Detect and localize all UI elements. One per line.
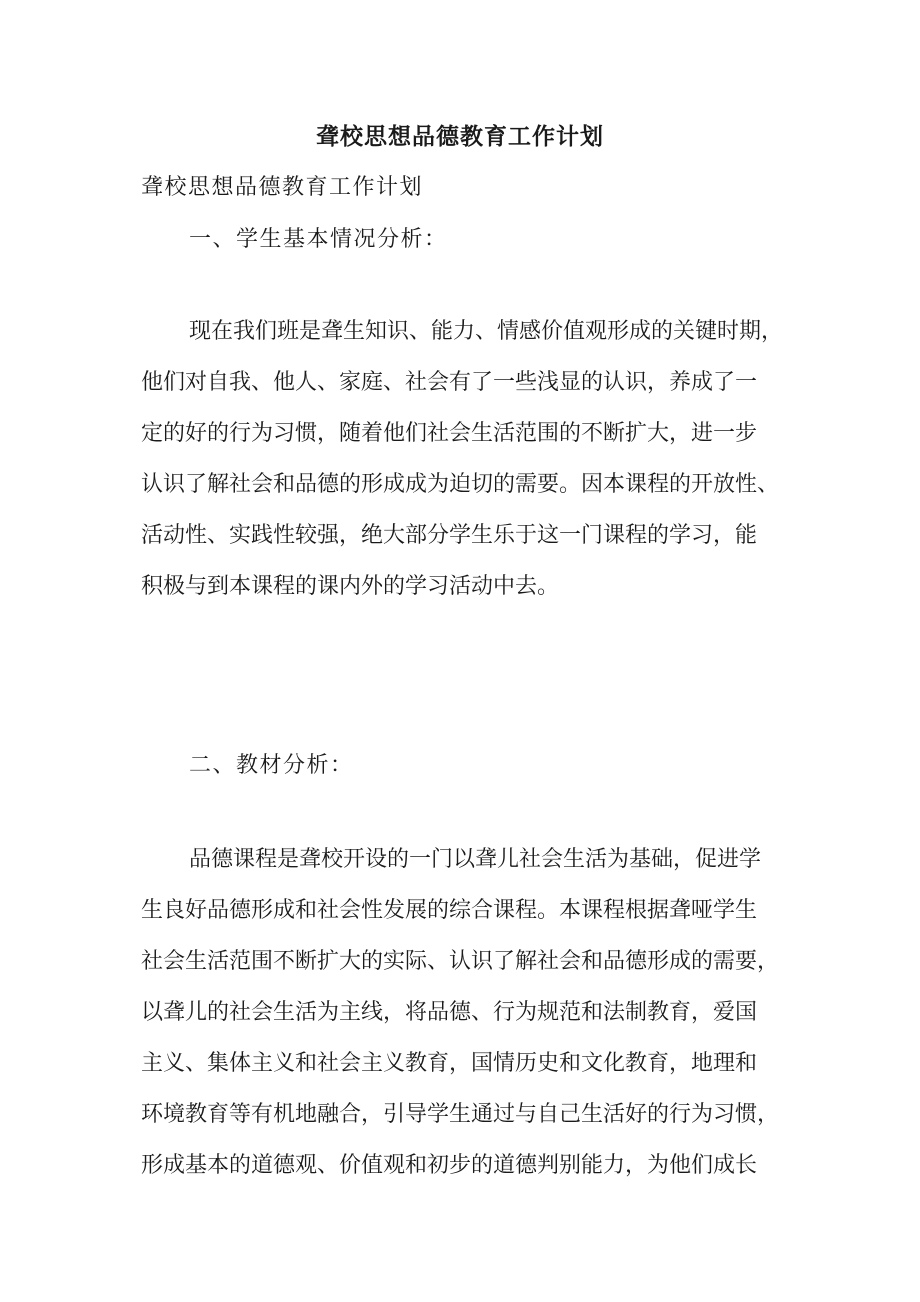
paragraph-student-analysis <box>141 306 801 612</box>
section-heading-textbook-analysis: 二、教材分析： <box>189 753 354 778</box>
paragraph-line: 现在我们班是聋生知识、能力、情感价值观形成的关键时期， <box>189 319 784 344</box>
paragraph-line: 生良好品德形成和社会性发展的综合课程。本课程根据聋哑学生 <box>141 898 758 923</box>
paragraph-line: 积极与到本课程的课内外的学习活动中去。 <box>141 574 560 599</box>
document-subtitle: 聋校思想品德教育工作计划 <box>141 175 424 200</box>
paragraph-line: 认识了解社会和品德的形成成为迫切的需要。因本课程的开放性、 <box>141 472 780 497</box>
paragraph-line: 社会生活范围不断扩大的实际、认识了解社会和品德形成的需要， <box>141 949 780 974</box>
section-heading-student-analysis: 一、学生基本情况分析： <box>189 227 448 252</box>
paragraph-line: 定的好的行为习惯，随着他们社会生活范围的不断扩大，进一步 <box>141 421 758 446</box>
paragraph-line: 形成基本的道德观、价值观和初步的道德判别能力，为他们成长 <box>141 1153 758 1178</box>
paragraph-line: 活动性、实践性较强，绝大部分学生乐于这一门课程的学习，能 <box>141 523 758 548</box>
document-title: 聋校思想品德教育工作计划 <box>316 123 604 150</box>
paragraph-line: 主义、集体主义和社会主义教育，国情历史和文化教育，地理和 <box>141 1051 758 1076</box>
paragraph-line: 他们对自我、他人、家庭、社会有了一些浅显的认识，养成了一 <box>141 370 758 395</box>
paragraph-line: 环境教育等有机地融合，引导学生通过与自己生活好的行为习惯， <box>141 1102 780 1127</box>
paragraph-line: 品德课程是聋校开设的一门以聋儿社会生活为基础，促进学 <box>189 847 762 872</box>
paragraph-line: 以聋儿的社会生活为主线，将品德、行为规范和法制教育，爱国 <box>141 1000 758 1025</box>
paragraph-textbook-analysis <box>141 834 801 1191</box>
